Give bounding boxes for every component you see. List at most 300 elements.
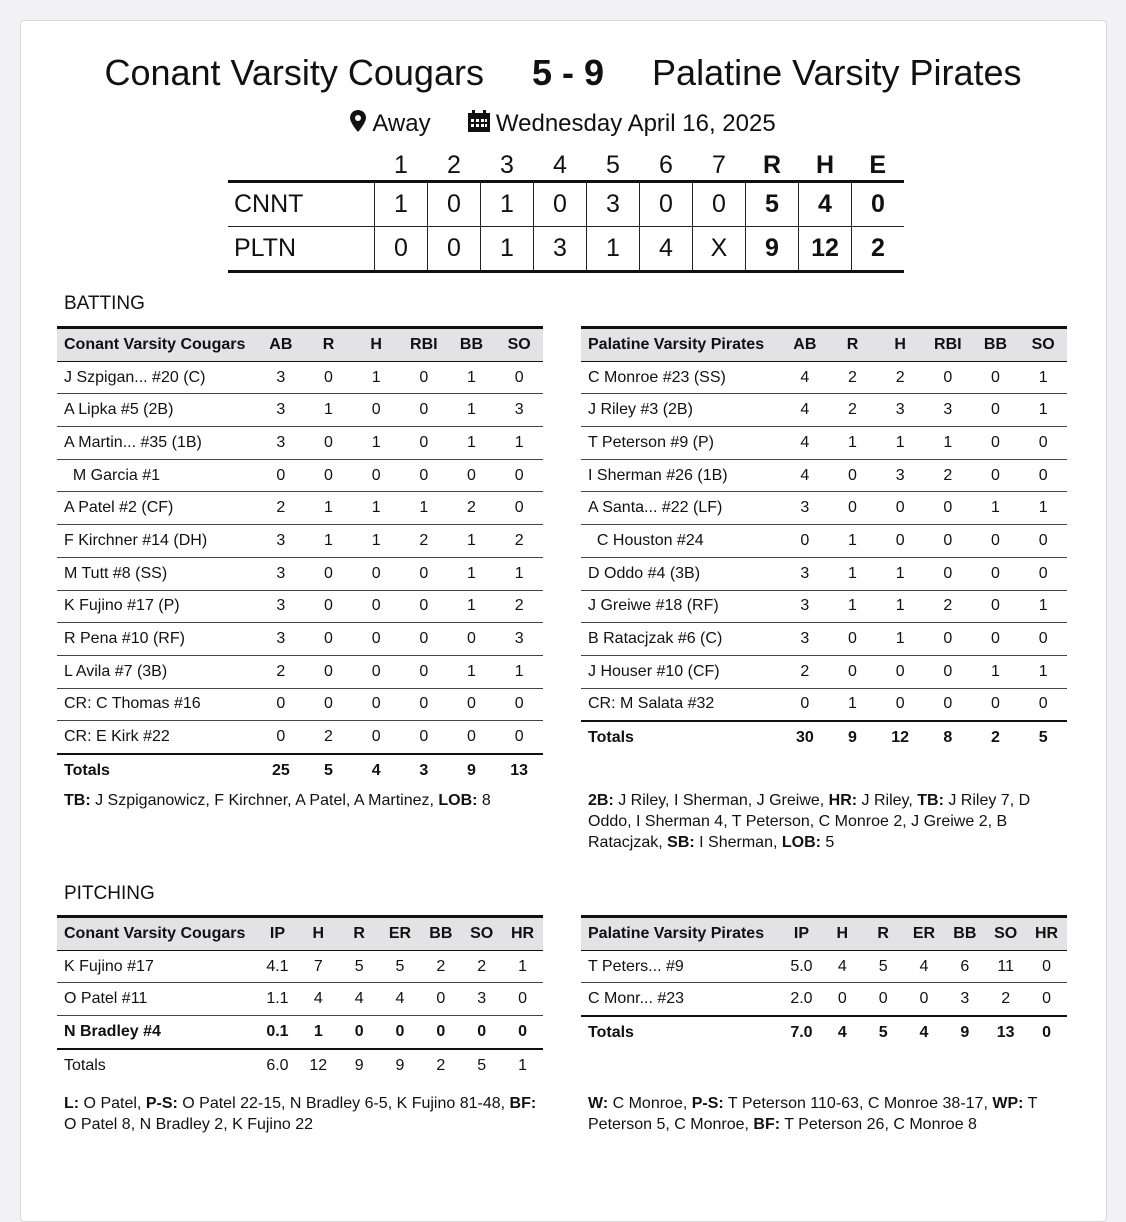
stat-cell: 4 [339, 983, 380, 1016]
total-cell: 9 [339, 1049, 380, 1082]
stat-cell: 0 [876, 492, 924, 525]
note-key: L: [64, 1095, 80, 1112]
player-name: N Bradley #4 [57, 1016, 257, 1049]
batting-notes-home [588, 790, 1068, 853]
stat-cell: 0 [495, 361, 543, 394]
column-header: SO [1019, 328, 1067, 362]
stat-cell: 0 [972, 361, 1020, 394]
stat-cell: 0 [305, 590, 353, 623]
stat-cell: 1 [1019, 394, 1067, 427]
location-pin-icon [350, 110, 366, 139]
total-cell: 9 [448, 754, 496, 787]
stat-cell: 2 [420, 950, 461, 983]
stat-cell: 1 [352, 427, 400, 460]
column-header: BB [972, 328, 1020, 362]
stat-cell: 2 [257, 655, 305, 688]
stat-cell: 0 [305, 623, 353, 656]
stat-cell: 0 [781, 525, 829, 558]
stat-cell: 1 [502, 950, 543, 983]
stat-cell: 0 [448, 721, 496, 754]
column-header: H [822, 917, 863, 951]
stat-cell: 4 [781, 459, 829, 492]
note-key: P-S: [145, 1095, 178, 1112]
stat-cell: 0 [972, 459, 1020, 492]
stat-cell: 2.0 [781, 983, 822, 1016]
note-key: 2B: [588, 792, 614, 809]
totals-row [581, 1016, 1067, 1049]
column-header: IP [781, 917, 822, 951]
stat-cell: 1 [448, 394, 496, 427]
final-score: 5 - 9 [531, 52, 605, 93]
inning-score: 3 [587, 182, 640, 227]
stat-cell: 0 [420, 983, 461, 1016]
stat-cell: 0 [420, 1016, 461, 1049]
stat-cell: 1 [876, 623, 924, 656]
stat-cell: 0 [829, 655, 877, 688]
player-row [581, 983, 1067, 1016]
stat-cell: 0 [876, 688, 924, 721]
inning-score: 1 [481, 182, 534, 227]
note-key: TB: [64, 792, 91, 809]
game-date: Wednesday April 16, 2025 [495, 110, 776, 137]
stat-cell: 4 [781, 394, 829, 427]
stat-cell: 0 [1019, 623, 1067, 656]
player-row [57, 590, 543, 623]
inning-score: 12 [799, 227, 852, 272]
stat-cell: 0 [1019, 525, 1067, 558]
inning-score: 2 [852, 227, 905, 272]
stat-cell: 0 [924, 361, 972, 394]
table-header [581, 328, 1067, 362]
total-cell: 5 [1019, 721, 1067, 754]
note-value: 5 [820, 834, 835, 851]
player-name: T Peterson #9 (P) [581, 427, 781, 460]
column-header: H [298, 917, 339, 951]
stat-cell: 0 [924, 557, 972, 590]
stat-cell: 0 [257, 459, 305, 492]
column-header: AB [257, 328, 305, 362]
player-name: CR: M Salata #32 [581, 688, 781, 721]
stat-cell: 4 [298, 983, 339, 1016]
inning-header: H [815, 150, 835, 179]
player-name: CR: E Kirk #22 [57, 721, 257, 754]
stat-cell: 1 [448, 655, 496, 688]
stat-cell: 0 [352, 688, 400, 721]
batting-table-away [57, 326, 543, 787]
stat-cell: 1 [448, 590, 496, 623]
stat-cell: 0 [1019, 459, 1067, 492]
stat-cell: 3 [781, 590, 829, 623]
inning-score: 0 [640, 182, 693, 227]
stat-cell: 0 [1019, 557, 1067, 590]
player-name: M Tutt #8 (SS) [57, 557, 257, 590]
player-name: F Kirchner #14 (DH) [57, 525, 257, 558]
stat-cell: 1 [829, 590, 877, 623]
inning-score: 1 [375, 182, 428, 227]
total-cell: 4 [352, 754, 400, 787]
column-header: SO [985, 917, 1026, 951]
player-name: J Riley #3 (2B) [581, 394, 781, 427]
team-column-header: Conant Varsity Cougars [57, 328, 257, 362]
column-header: BB [448, 328, 496, 362]
total-cell: 4 [822, 1016, 863, 1049]
stat-cell: 0 [829, 492, 877, 525]
player-row [57, 721, 543, 754]
stat-cell: 1 [448, 525, 496, 558]
note-key: HR: [828, 792, 858, 809]
stat-cell: 7 [298, 950, 339, 983]
totals-row [57, 754, 543, 787]
stat-cell: 0 [305, 655, 353, 688]
stat-cell: 1 [1019, 590, 1067, 623]
stat-cell: 11 [985, 950, 1026, 983]
column-header: HR [1026, 917, 1067, 951]
stat-cell: 1 [298, 1016, 339, 1049]
total-cell: 5 [461, 1049, 502, 1082]
stat-cell: 1 [1019, 492, 1067, 525]
stat-cell: 3 [876, 394, 924, 427]
stat-cell: 2 [495, 590, 543, 623]
stat-cell: 3 [257, 361, 305, 394]
stat-cell: 0 [972, 427, 1020, 460]
stat-cell: 0 [400, 459, 448, 492]
stat-cell: 4 [822, 950, 863, 983]
stat-cell: 2 [448, 492, 496, 525]
stat-cell: 0 [352, 623, 400, 656]
inning-header: 7 [712, 150, 726, 179]
player-row [581, 525, 1067, 558]
column-header: ER [904, 917, 945, 951]
stat-cell: 0 [305, 688, 353, 721]
inning-header: R [762, 150, 782, 179]
inning-header: 4 [553, 150, 567, 179]
player-name: J Houser #10 (CF) [581, 655, 781, 688]
inning-score: X [693, 227, 746, 272]
stat-cell: 1 [305, 492, 353, 525]
stat-cell: 0 [781, 688, 829, 721]
stat-cell: 0 [400, 590, 448, 623]
stat-cell: 1 [495, 655, 543, 688]
totals-label: Totals [57, 754, 257, 787]
line-score-header [228, 150, 904, 182]
stat-cell: 2 [876, 361, 924, 394]
stat-cell: 0 [352, 557, 400, 590]
total-cell: 9 [829, 721, 877, 754]
stat-cell: 0 [257, 688, 305, 721]
team-abbrev: PLTN [228, 227, 375, 272]
stat-cell: 0 [448, 459, 496, 492]
batting-notes-away [64, 790, 544, 811]
inning-header: 2 [447, 150, 461, 179]
stat-cell: 2 [305, 721, 353, 754]
total-cell: 9 [944, 1016, 985, 1049]
note-value: J Riley, [857, 792, 918, 809]
inning-header: E [869, 150, 887, 179]
calendar-icon [468, 110, 490, 139]
stat-cell: 2 [400, 525, 448, 558]
stat-cell: 1 [876, 427, 924, 460]
stat-cell: 2 [829, 361, 877, 394]
note-value: O Patel 22-15, N Bradley 6-5, K Fujino 81-48, [177, 1095, 510, 1112]
note-key: LOB: [438, 792, 478, 809]
player-name: J Szpigan... #20 (C) [57, 361, 257, 394]
player-row [57, 623, 543, 656]
stat-cell: 5.0 [781, 950, 822, 983]
player-row [57, 427, 543, 460]
player-row [581, 590, 1067, 623]
player-row [581, 688, 1067, 721]
inning-score: 3 [534, 227, 587, 272]
stat-cell: 2 [257, 492, 305, 525]
stat-cell: 0 [400, 688, 448, 721]
stat-cell: 2 [924, 590, 972, 623]
note-value: I Sherman, [694, 834, 782, 851]
stat-cell: 2 [924, 459, 972, 492]
team-column-header: Conant Varsity Cougars [57, 917, 257, 951]
totals-row [581, 721, 1067, 754]
stat-cell: 3 [944, 983, 985, 1016]
total-cell: 30 [781, 721, 829, 754]
total-cell: 13 [985, 1016, 1026, 1049]
player-row [57, 394, 543, 427]
column-header: IP [257, 917, 298, 951]
stat-cell: 1 [400, 492, 448, 525]
note-key: P-S: [691, 1095, 724, 1112]
game-title [0, 52, 1126, 94]
inning-header: 6 [659, 150, 673, 179]
stat-cell: 3 [781, 623, 829, 656]
player-name: A Martin... #35 (1B) [57, 427, 257, 460]
player-name: C Monr... #23 [581, 983, 781, 1016]
total-cell: 9 [380, 1049, 421, 1082]
stat-cell: 0 [495, 459, 543, 492]
column-header: AB [781, 328, 829, 362]
note-value: T Peterson 5, C Monroe, [588, 1095, 1038, 1133]
stat-cell: 0 [305, 427, 353, 460]
total-cell: 2 [972, 721, 1020, 754]
totals-label: Totals [581, 721, 781, 754]
note-value: T Peterson 110-63, C Monroe 38-17, [723, 1095, 993, 1112]
stat-cell: 1.1 [257, 983, 298, 1016]
column-header: HR [502, 917, 543, 951]
note-value: C Monroe, [608, 1095, 692, 1112]
stat-cell: 0 [924, 623, 972, 656]
note-key: WP: [992, 1095, 1024, 1112]
player-row [581, 623, 1067, 656]
player-name: A Patel #2 (CF) [57, 492, 257, 525]
stat-cell: 0 [352, 655, 400, 688]
stat-cell: 3 [257, 557, 305, 590]
stat-cell: 0 [305, 361, 353, 394]
stat-cell: 4 [904, 950, 945, 983]
note-value: 8 [477, 792, 491, 809]
player-name: CR: C Thomas #16 [57, 688, 257, 721]
stat-cell: 0 [876, 525, 924, 558]
column-header: R [339, 917, 380, 951]
stat-cell: 0 [461, 1016, 502, 1049]
note-value: O Patel 8, N Bradley 2, K Fujino 22 [64, 1116, 314, 1133]
player-row [57, 459, 543, 492]
note-value: J Szpiganowicz, F Kirchner, A Patel, A Martinez, [90, 792, 439, 809]
pitching-section-title: PITCHING [64, 883, 155, 904]
totals-label: Totals [581, 1016, 781, 1049]
note-value: T Peterson 26, C Monroe 8 [780, 1116, 977, 1133]
stat-cell: 0 [972, 688, 1020, 721]
player-row [581, 950, 1067, 983]
stat-cell: 0 [829, 623, 877, 656]
note-value: O Patel, [79, 1095, 146, 1112]
stat-cell: 2 [495, 525, 543, 558]
total-cell: 25 [257, 754, 305, 787]
location-label: Away [372, 110, 431, 137]
player-row [57, 655, 543, 688]
column-header: H [876, 328, 924, 362]
inning-score: 0 [428, 182, 481, 227]
pitching-table-home [581, 915, 1067, 1049]
note-key: BF: [509, 1095, 537, 1112]
team-abbrev: CNNT [228, 182, 375, 227]
column-header: H [352, 328, 400, 362]
note-key: BF: [753, 1116, 781, 1133]
stat-cell: 1 [829, 427, 877, 460]
player-row [581, 557, 1067, 590]
inning-header: 3 [500, 150, 514, 179]
stat-cell: 2 [985, 983, 1026, 1016]
note-key: TB: [917, 792, 944, 809]
total-cell: 13 [495, 754, 543, 787]
game-meta [0, 110, 1126, 139]
player-row [581, 394, 1067, 427]
stat-cell: 0 [972, 525, 1020, 558]
player-row [57, 688, 543, 721]
team-column-header: Palatine Varsity Pirates [581, 328, 781, 362]
total-cell: 6.0 [257, 1049, 298, 1082]
stat-cell: 0 [400, 655, 448, 688]
stat-cell: 3 [781, 492, 829, 525]
note-key: SB: [667, 834, 695, 851]
total-cell: 4 [904, 1016, 945, 1049]
stat-cell: 0 [1026, 983, 1067, 1016]
stat-cell: 1 [352, 492, 400, 525]
table-header [57, 917, 543, 951]
stat-cell: 1 [448, 427, 496, 460]
stat-cell: 3 [495, 394, 543, 427]
player-name: R Pena #10 (RF) [57, 623, 257, 656]
player-name: L Avila #7 (3B) [57, 655, 257, 688]
stat-cell: 1 [876, 590, 924, 623]
stat-cell: 1 [448, 361, 496, 394]
total-cell: 12 [876, 721, 924, 754]
line-score-table [228, 150, 904, 273]
stat-cell: 0 [380, 1016, 421, 1049]
stat-cell: 3 [257, 525, 305, 558]
pitching-table-away [57, 915, 543, 1081]
player-row [57, 557, 543, 590]
stat-cell: 3 [781, 557, 829, 590]
stat-cell: 0 [352, 721, 400, 754]
player-row [57, 983, 543, 1016]
stat-cell: 0 [1026, 950, 1067, 983]
stat-cell: 1 [352, 525, 400, 558]
stat-cell: 0 [257, 721, 305, 754]
team-column-header: Palatine Varsity Pirates [581, 917, 781, 951]
inning-header: 1 [394, 150, 408, 179]
stat-cell: 0 [448, 688, 496, 721]
total-cell: 5 [305, 754, 353, 787]
stat-cell: 0 [448, 623, 496, 656]
stat-cell: 1 [829, 557, 877, 590]
line-score-row [228, 227, 904, 272]
stat-cell: 3 [257, 394, 305, 427]
stat-cell: 1 [1019, 361, 1067, 394]
stat-cell: 3 [924, 394, 972, 427]
player-name: O Patel #11 [57, 983, 257, 1016]
stat-cell: 0 [924, 525, 972, 558]
player-row [57, 492, 543, 525]
stat-cell: 4 [380, 983, 421, 1016]
player-name: K Fujino #17 (P) [57, 590, 257, 623]
inning-score: 9 [746, 227, 799, 272]
stat-cell: 0 [352, 590, 400, 623]
note-key: LOB: [781, 834, 821, 851]
column-header: R [863, 917, 904, 951]
stat-cell: 0 [829, 459, 877, 492]
stat-cell: 0 [400, 721, 448, 754]
stat-cell: 1 [448, 557, 496, 590]
stat-cell: 3 [257, 623, 305, 656]
stat-cell: 0 [400, 427, 448, 460]
stat-cell: 0 [1019, 688, 1067, 721]
total-cell: 7.0 [781, 1016, 822, 1049]
stat-cell: 1 [495, 557, 543, 590]
column-header: BB [420, 917, 461, 951]
totals-label: Totals [57, 1049, 257, 1082]
stat-cell: 1 [876, 557, 924, 590]
note-key: W: [588, 1095, 609, 1112]
stat-cell: 3 [257, 427, 305, 460]
total-cell: 0 [1026, 1016, 1067, 1049]
player-row [57, 525, 543, 558]
total-cell: 3 [400, 754, 448, 787]
stat-cell: 0 [495, 721, 543, 754]
inning-header: 5 [606, 150, 620, 179]
stat-cell: 0 [972, 590, 1020, 623]
player-name: D Oddo #4 (3B) [581, 557, 781, 590]
column-header: RBI [400, 328, 448, 362]
stat-cell: 0 [352, 459, 400, 492]
stat-cell: 3 [876, 459, 924, 492]
stat-cell: 6 [944, 950, 985, 983]
stat-cell: 1 [972, 655, 1020, 688]
stat-cell: 0 [1019, 427, 1067, 460]
stat-cell: 3 [495, 623, 543, 656]
player-name: A Lipka #5 (2B) [57, 394, 257, 427]
inning-score: 4 [640, 227, 693, 272]
stat-cell: 0 [502, 1016, 543, 1049]
column-header: R [305, 328, 353, 362]
stat-cell: 0 [876, 655, 924, 688]
stat-cell: 0 [495, 688, 543, 721]
stat-cell: 5 [339, 950, 380, 983]
stat-cell: 4 [781, 361, 829, 394]
player-name: C Monroe #23 (SS) [581, 361, 781, 394]
pitching-notes-home [588, 1093, 1068, 1135]
stat-cell: 0 [863, 983, 904, 1016]
player-row [581, 655, 1067, 688]
total-cell: 12 [298, 1049, 339, 1082]
player-name: B Ratacjzak #6 (C) [581, 623, 781, 656]
stat-cell: 0 [400, 557, 448, 590]
